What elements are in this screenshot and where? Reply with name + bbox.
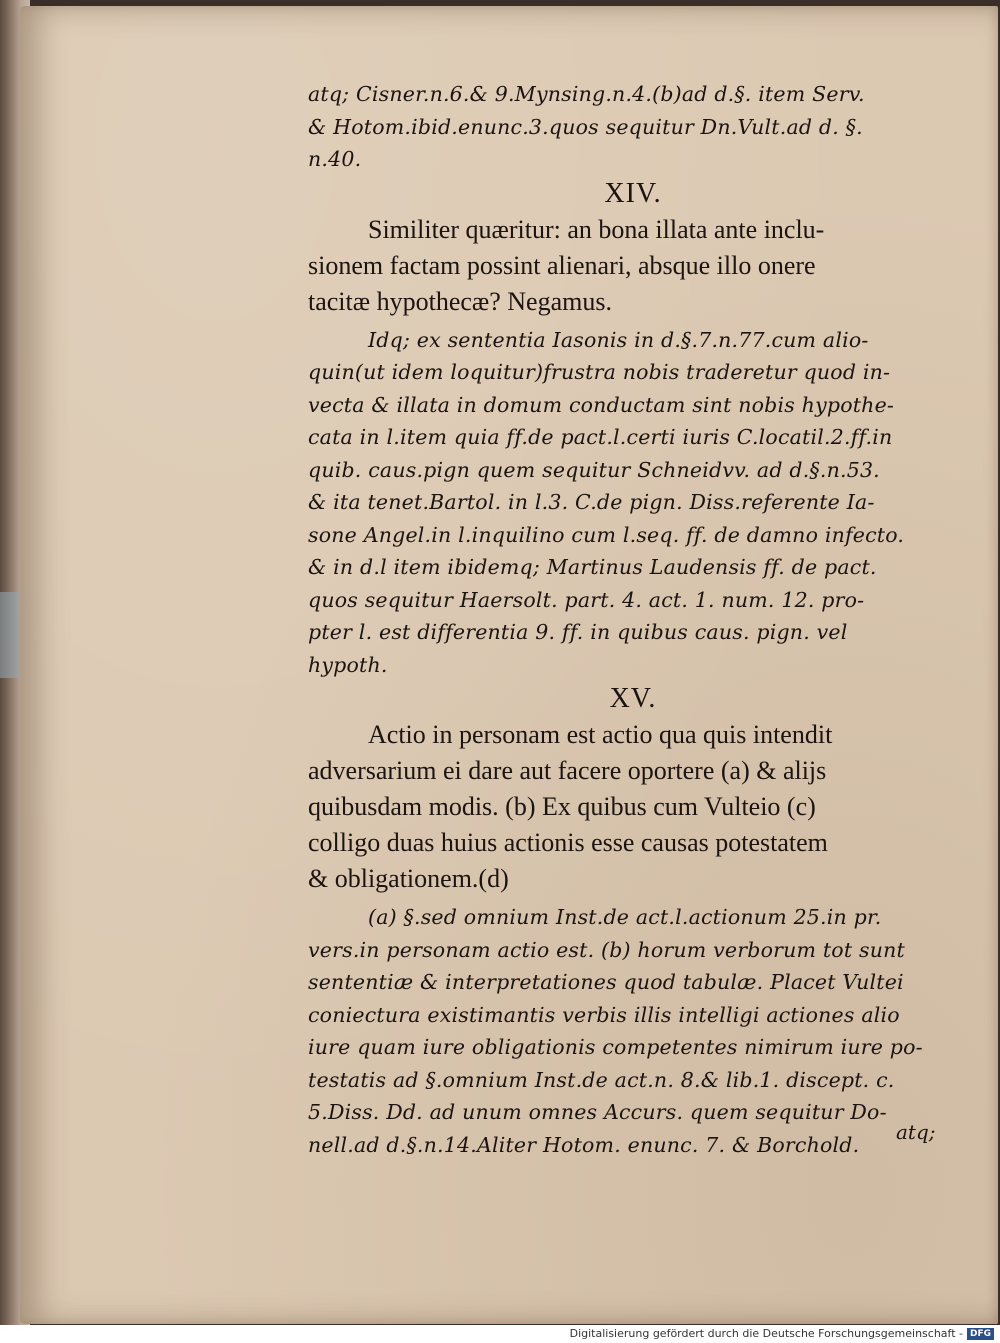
note-line: & in d.l item ibidemq; Martinus Laudensis ff. de pact. xyxy=(308,555,877,579)
note-line: quin(ut idem loquitur)frustra nobis traderetur quod in- xyxy=(308,360,891,384)
section-xv-note xyxy=(308,901,958,1161)
text-line: n.40. xyxy=(308,147,362,171)
text-line: & Hotom.ibid.enunc.3.quos sequitur Dn.Vult.ad d. §. xyxy=(308,114,863,139)
book-page xyxy=(20,6,998,1324)
note-line: & ita tenet.Bartol. in l.3. C.de pign. Diss.referente Ia- xyxy=(308,490,875,514)
note-line: hypoth. xyxy=(308,652,388,677)
note-line: Idq; ex sententia Iasonis in d.§.7.n.77.cum alio- xyxy=(368,327,869,352)
note-line: coniectura existimantis verbis illis intelligi actiones alio xyxy=(308,1002,900,1027)
text-line: Actio in personam est actio qua quis intendit xyxy=(368,720,833,749)
note-line: (a) §.sed omnium Inst.de act.l.actionum 25.in pr. xyxy=(368,905,882,929)
note-line: quib. caus.pign quem sequitur Schneidvv. ad d.§.n.53. xyxy=(308,457,880,482)
note-line: cata in l.item quia ff.de pact.l.certi iuris C.locatil.2.ff.in xyxy=(308,425,893,449)
dfg-logo-icon: DFG xyxy=(967,1328,994,1340)
footer-credit: Digitalisierung gefördert durch die Deutsche Forschungsgemeinschaft - xyxy=(569,1327,963,1340)
text-line: adversarium ei dare aut facere oportere (a) & alijs xyxy=(308,756,827,785)
section-xiv-note xyxy=(308,324,958,682)
note-line: testatis ad §.omnium Inst.de act.n. 8.& lib.1. discept. c. xyxy=(308,1067,895,1092)
text-line: sionem factam possint alienari, absque illo onere xyxy=(308,250,816,280)
text-line: Similiter quæritur: an bona illata ante inclu- xyxy=(368,214,825,244)
text-line: quibusdam modis. (b) Ex quibus cum Vulteio (c) xyxy=(308,792,816,821)
catchword: atq; xyxy=(896,1120,936,1144)
note-line: vers.in personam actio est. (b) horum verborum tot sunt xyxy=(308,937,905,962)
note-line: vecta & illata in domum conductam sint nobis hypothe- xyxy=(308,392,895,417)
text-line: colligo duas huius actionis esse causas potestatem xyxy=(308,828,828,857)
note-line: pter l. est differentia 9. ff. in quibus caus. pign. vel xyxy=(308,620,848,644)
top-lines xyxy=(308,78,958,176)
note-line: sone Angel.in l.inquilino cum l.seq. ff. de damno infecto. xyxy=(308,522,905,547)
text-line: tacitæ hypothecæ? Negamus. xyxy=(308,286,612,316)
section-heading-xv: XV. xyxy=(609,683,657,714)
section-xv-text xyxy=(308,717,958,897)
digitization-footer xyxy=(0,1325,1000,1343)
note-line: 5.Diss. Dd. ad unum omnes Accurs. quem sequitur Do- xyxy=(308,1100,887,1124)
text-line: & obligationem.(d) xyxy=(308,864,509,893)
note-line: iure quam iure obligationis competentes nimirum iure po- xyxy=(308,1035,923,1059)
note-line: nell.ad d.§.n.14.Aliter Hotom. enunc. 7. & Borchold. xyxy=(308,1132,860,1157)
section-heading-xiv: XIV. xyxy=(604,177,662,209)
text-line: atq; Cisner.n.6.& 9.Mynsing.n.4.(b)ad d.§. item Serv. xyxy=(308,82,865,106)
note-line: sententiæ & interpretationes quod tabulæ. Placet Vultei xyxy=(308,970,904,994)
text-block xyxy=(308,78,958,1161)
note-line: quos sequitur Haersolt. part. 4. act. 1. num. 12. pro- xyxy=(308,587,865,612)
section-xiv-text xyxy=(308,212,958,320)
